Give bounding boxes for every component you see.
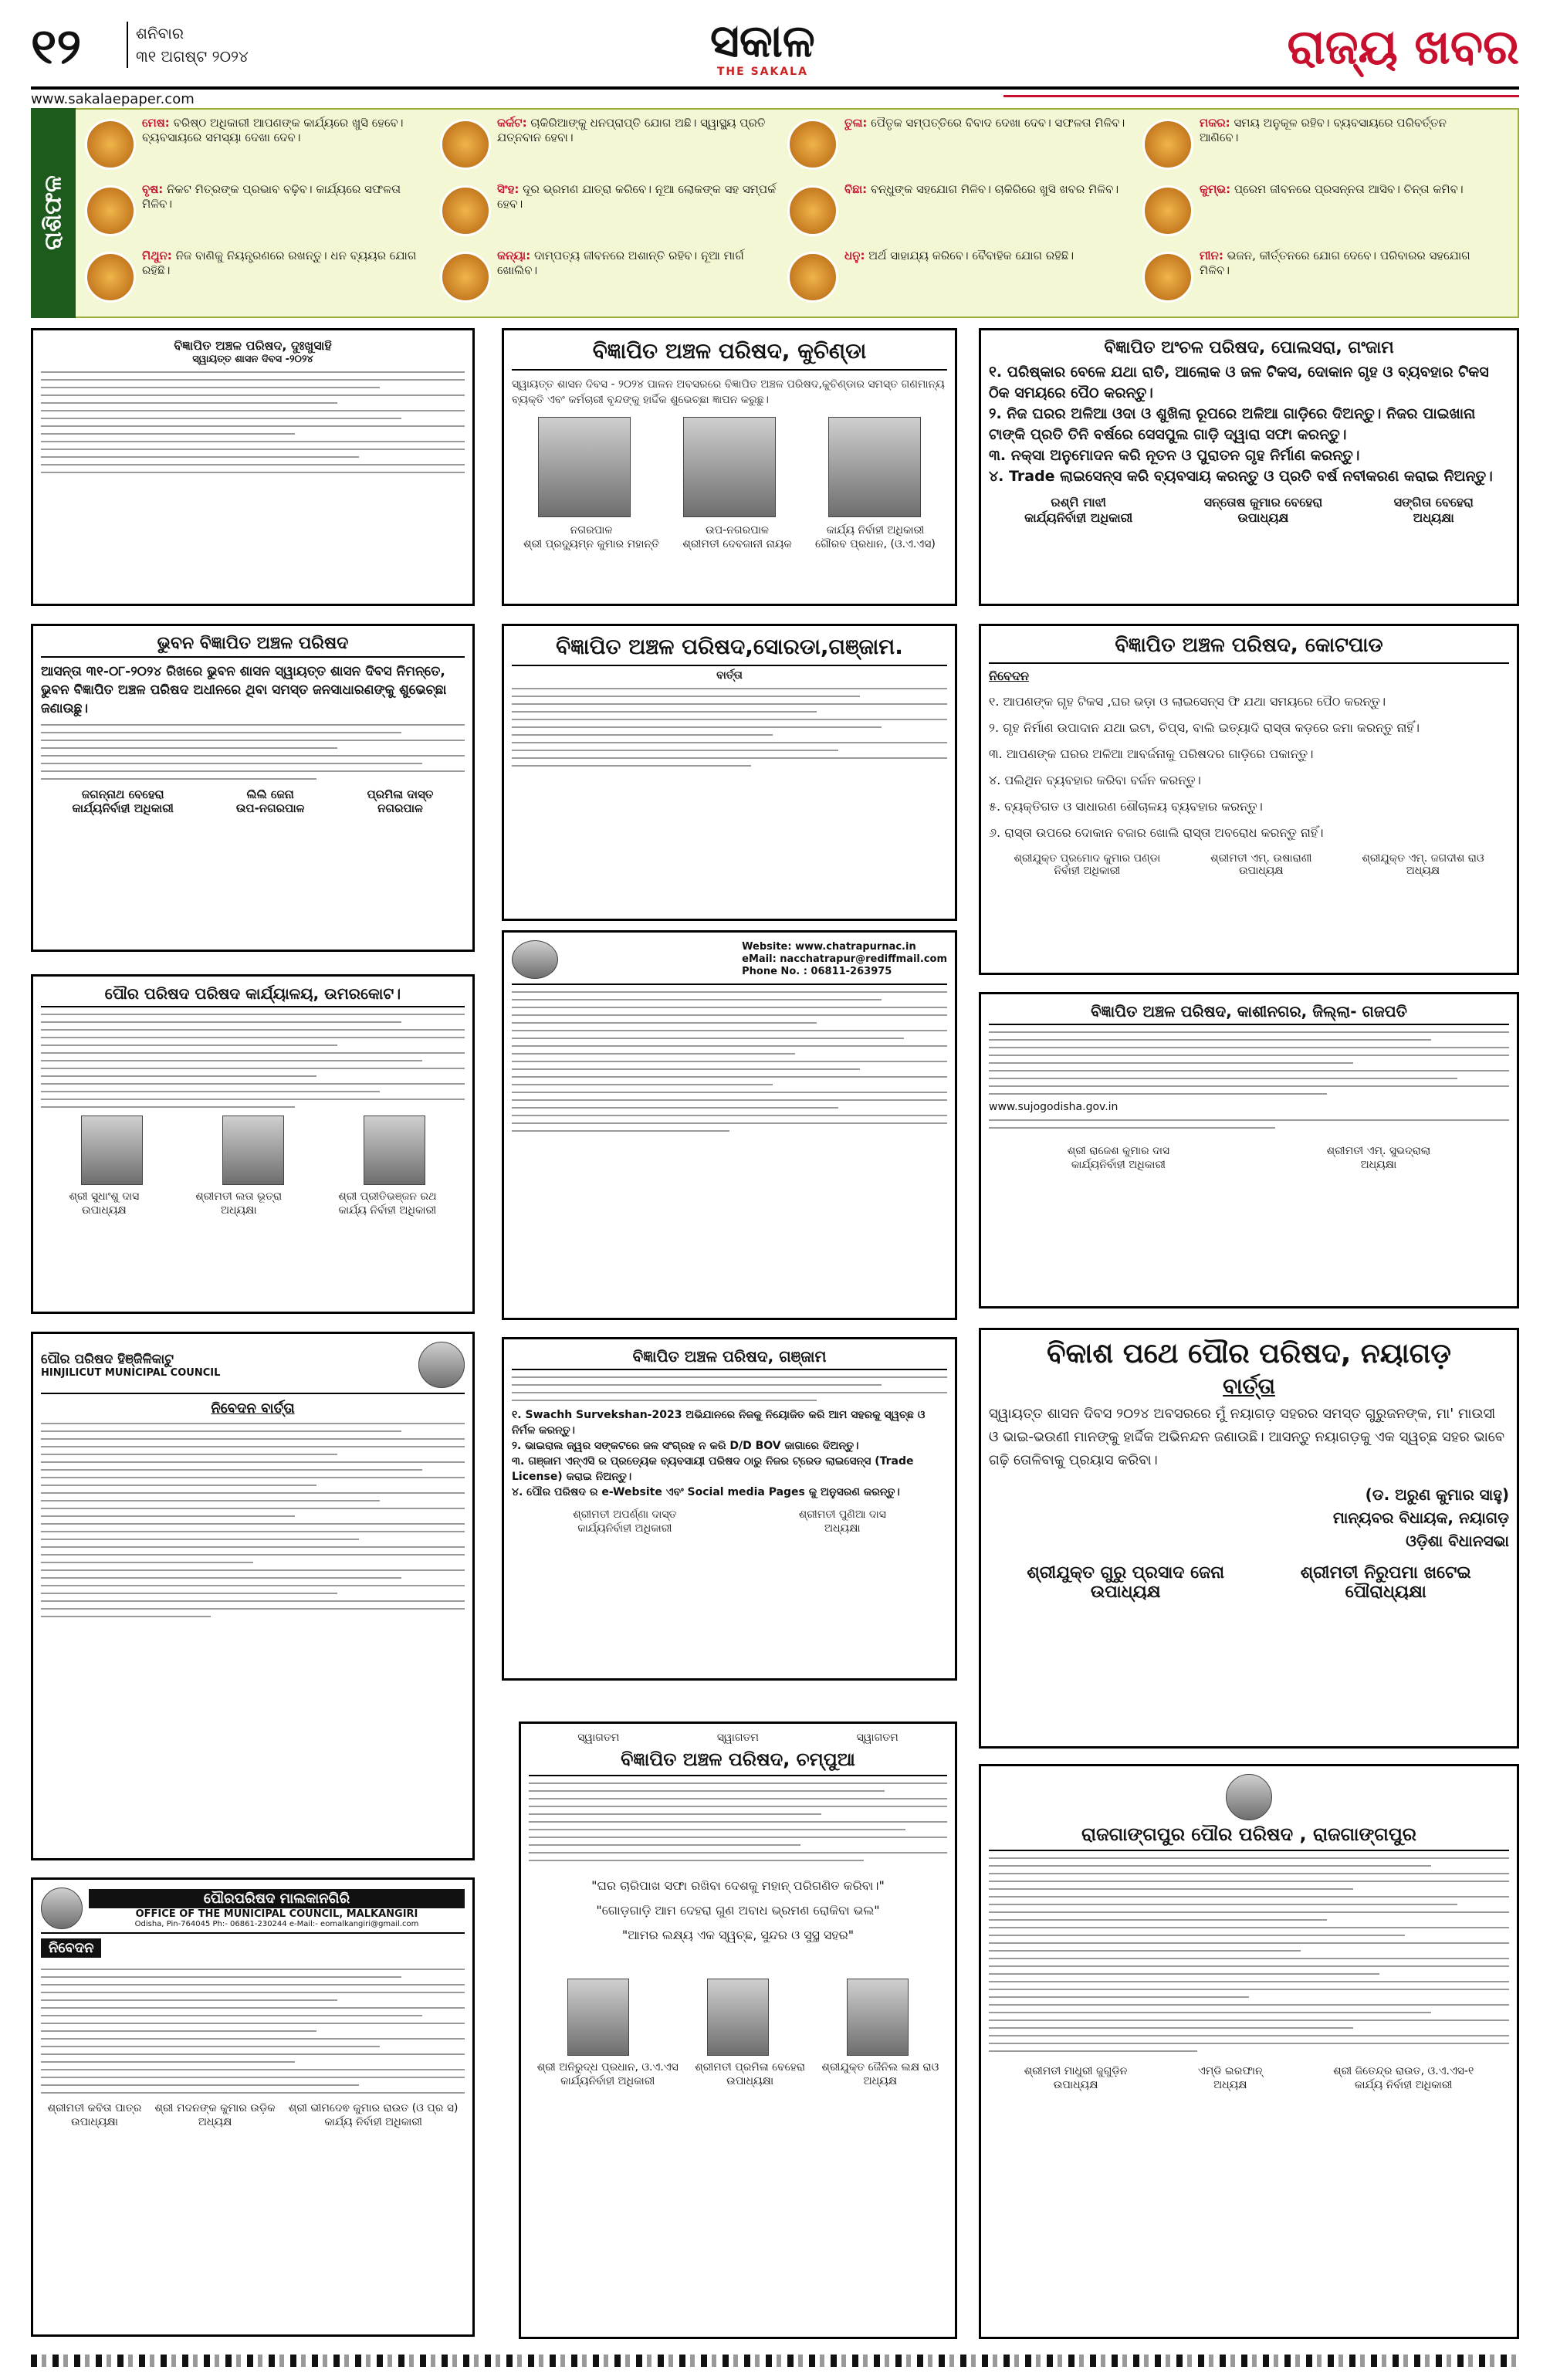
zodiac-name: ଧନୁ: [844,249,865,262]
signatory-3: ଶ୍ରୀଯୁକ୍ତ ଏମ୍. ଜଗଦୀଶ ରାଓ ଅଧ୍ୟକ୍ଷ [1362,852,1484,877]
ad-kotpad [979,624,1519,975]
ad-kashinagar [979,992,1519,1308]
signatory-1: ଶ୍ରୀମତୀ ମାଧୁରୀ ଜୁଗୁଡ଼ିନ ଉପାଧ୍ୟକ୍ଷ [1024,2065,1128,2091]
ad-website[interactable]: www.sujogodisha.gov.in [989,1101,1119,1113]
zodiac-text: ଦୂର ଭ୍ରମଣ ଯାତ୍ରା କରିବେ। ନୂଆ ଲୋକଙ୍କ ସହ ସମ୍ପର୍କ ହେବ। [497,182,777,211]
signatory-2: ଶ୍ରୀମତୀ ଲତା ଭୂତ୍ରା ଅଧ୍ୟକ୍ଷା [195,1190,283,1217]
signatory-2: ଶ୍ରୀମତୀ ପ୍ରମିଳା ବେହେରା ଉପାଧ୍ୟକ୍ଷା [695,2061,805,2087]
municipal-logo-icon [418,1342,465,1388]
signatory-3: ପ୍ରମିଳା ଦାସ୍ତ ନଗରପାଳ [367,787,434,815]
photo-executive-officer [567,1979,629,2056]
zodiac-sign-icon [85,185,136,236]
horoscope-item [85,116,425,178]
ad-body-text [512,688,947,767]
ad-body-text [512,991,947,1132]
ad-title: ବିଜ୍ଞାପିତ ଅଞ୍ଚଳ ପରିଷଦ, କୋଟପାଡ [989,634,1509,664]
horoscope-item [787,249,1127,310]
horoscope-item [1142,249,1482,310]
zodiac-text: ନିଜ ବାଣିକୁ ନିୟନ୍ତ୍ରଣରେ ରଖନ୍ତୁ। ଧନ ବ୍ୟୟର ଯୋଗ ରହିଛି। [142,249,417,277]
photo-vice-chairperson [707,1979,769,2056]
zodiac-text: ସମୟ ଅନୁକୂଳ ରହିବ। ବ୍ୟବସାୟରେ ପରିବର୍ତ୍ତନ ଆଣିବେ। [1200,116,1447,144]
ad-title: ବିଜ୍ଞାପିତ ଅଞ୍ଚଳ ପରିଷଦ, ଦୁଃଖୁସାହି [174,338,332,353]
ad-body-text [41,1423,465,1617]
zodiac-sign-icon [85,119,136,170]
ad-body-text [41,1014,465,1108]
horoscope-item [787,182,1127,244]
ad-kuchinda [502,328,957,606]
ad-title: ବିଜ୍ଞାପିତ ଅଞ୍ଚଳ ପରିଷଦ,ସୋରଡା,ଗଞ୍ଜାମ. [512,634,947,666]
zodiac-text: ବରିଷ୍ଠ ଅଧିକାରୀ ଆପଣଙ୍କ କାର୍ଯ୍ୟରେ ଖୁସି ହେବେ। ବ୍ୟବସାୟରେ ସମସ୍ୟା ଦେଖା ଦେବ। [142,116,404,144]
horoscope-item [787,116,1127,178]
ad-list [41,724,465,780]
masthead [31,15,1519,90]
ad-body-text [512,1376,947,1401]
zodiac-text: ବନ୍ଧୁଙ୍କ ସହଯୋଗ ମିଳିବ। ଚାକିରିରେ ଖୁସି ଖବର ମିଳିବ। [870,182,1119,196]
ad-body: ସ୍ୱାୟତ୍ତ ଶାସନ ଦିବସ ୨୦୨୪ ଅବସରରେ ମୁଁ ନୟାଗଡ଼ ସହରର ସମସ୍ତ ଗୁରୁଜନଙ୍କ, ମା' ମାଉସୀ ଓ ଭାଇ-ଭଉଣୀ ମାନଙ୍କୁ ହାର୍ଦ୍ଦିକ ଅଭିନନ୍ଦନ ଜଣାଉଛି। ଆସନ୍ତୁ ନୟାଗଡ଼କୁ ଏକ ସ୍ୱଚ୍ଛ ସହର ଭାବେ ଗଢ଼ି ତୋଳିବାକୁ ପ୍ରୟାସ କରିବା। [989,1406,1505,1468]
ad-body: ଆସନ୍ତା ୩୧-୦୮-୨୦୨୪ ରିଖରେ ଭୁବନ ଶାସନ ସ୍ୱାୟତ୍ତ ଶାସନ ଦିବସ ନିମନ୍ତେ, ଭୁବନ ବିଜ୍ଞାପିତ ଅଞ୍ଚଳ ପରିଷଦ ଅଧୀନରେ ଥିବା ସମସ୍ତ ଜନସାଧାରଣଙ୍କୁ ଶୁଭେଚ୍ଛା ଜଣାଉଛୁ। [41,664,447,716]
signatory-2: ଶ୍ରୀମତୀ ଏମ୍. ଉଷାରାଣୀ ଉପାଧ୍ୟକ୍ଷ [1210,852,1312,877]
dateline [127,22,249,68]
zodiac-text: ପ୍ରେମ ଜୀବନରେ ପ୍ରସନ୍ନତା ଆସିବ। ଚିନ୍ତା କମିବ। [1234,182,1464,196]
zodiac-name: ତୁଳା: [844,116,868,130]
page-number: ୧୨ [31,19,82,76]
zodiac-name: କୁମ୍ଭ: [1200,182,1231,196]
signatory-2: ଶ୍ରୀମତୀ ଏମ୍. ସୁଭଦ୍ରାଲା ଅଧ୍ୟକ୍ଷା [1326,1145,1431,1171]
municipal-logo-icon [41,1887,83,1929]
photo-executive-officer [364,1116,425,1185]
zodiac-sign-icon [787,185,838,236]
horoscope-item [440,182,780,244]
ad-chhamua [519,1722,957,2339]
signatory-3: ଶ୍ରୀ ପ୍ରୀତିଭଞ୍ଜନ ରଥ କାର୍ଯ୍ୟ ନିର୍ବାହୀ ଅଧିକାରୀ [338,1190,437,1217]
ad-rajgangpur [979,1764,1519,2339]
ad-subtitle: ନିବେଦନ ବାର୍ତ୍ତା [211,1400,295,1417]
signatory-1: ଶ୍ରୀ ସୁଧାଂଶୁ ଦାସ ଉପାଧ୍ୟକ୍ଷ [69,1190,140,1217]
ad-title: ଭୁବନ ବିଜ୍ଞାପିତ ଅଞ୍ଚଳ ପରିଷଦ [41,634,465,658]
zodiac-sign-icon [440,119,491,170]
zodiac-text: ଭଜନ, କୀର୍ତ୍ତନରେ ଯୋଗ ଦେବେ। ପରିବାରର ସହଯୋଗ ମିଳିବ। [1200,249,1470,277]
horoscope-item [1142,116,1482,178]
ad-list: ୧. ପରିଷ୍କାର ବେଳେ ଯଥା ରାତି, ଆଲୋକ ଓ ଜଳ ଟିକସ, ଦୋକାନ ଗୃହ ଓ ବ୍ୟବହାର ଟିକସ ଠିକ ସମୟରେ ପୈଠ କରନ୍ତୁ। ୨. ନିଜ ଘରର ଅଳିଆ ଓଦା ଓ ଶୁଖିଲା ରୂପରେ ଅଳିଆ ଗାଡ଼ିରେ ଦିଅନ୍ତୁ। ନିଜର ପାଇଖାନା ଟାଙ୍କି ପ୍ରତି ତିନି ବର୍ଷରେ ସେସପୁଲ ଗାଡ଼ି ଦ୍ୱାରା ସଫା କରନ୍ତୁ। ୩. ନକ୍ସା ଅନୁମୋଦନ କରି ନୂତନ ଓ ପୁରାତନ ଗୃହ ନିର୍ମାଣ କରନ୍ତୁ। ୪. Trade ଲାଇସେନ୍ସ କରି ବ୍ୟବସାୟ କରନ୍ତୁ ଓ ପ୍ରତି ବର୍ଷ ନବୀକରଣ କରାଇ ନିଅନ୍ତୁ। [989,364,1493,485]
zodiac-name: ସିଂହ: [497,182,519,196]
ad-title: ବିଜ୍ଞାପିତ ଅଞ୍ଚଳ ପରିଷଦ, ଚମ୍ପୁଆ [529,1744,947,1776]
color-registration-strip [31,2355,1519,2367]
zodiac-text: ଅର୍ଥ ସାହାଯ୍ୟ କରିବେ। ବୈବାହିକ ଯୋଗ ରହିଛି। [868,249,1075,262]
ad-chatrapur [502,930,957,1320]
ad-body-text [529,1782,947,1861]
ad-title: ରାଜଗାଙ୍ଗପୁର ପୌର ପରିଷଦ , ରାଜଗାଙ୍ଗପୁର [989,1823,1509,1851]
horoscope-item [440,249,780,310]
zodiac-text: ପୈତୃକ ସମ୍ପତ୍ତିରେ ବିବାଦ ଦେଖା ଦେବ। ସଫଳତା ମିଳିବ। [871,116,1125,130]
zodiac-sign-icon [1142,119,1193,170]
zodiac-sign-icon [440,252,491,303]
newspaper-logo [710,15,815,77]
ad-body-text [989,1857,1509,2052]
ad-contact: Odisha, Pin-764045 Ph:- 06861-230244 e-Mail:- eomalkangiri@gmail.com [134,1919,419,1928]
zodiac-name: ବୃଷ: [142,182,164,196]
zodiac-name: ମିଥୁନ: [142,249,172,262]
ad-body-text [41,371,465,473]
zodiac-sign-icon [85,252,136,303]
slogans: "ଘର ଚାରିପାଖ ସଫା ରଖିବା ଦେଶକୁ ମହାନ୍ ପରିଗଣିତ କରିବା।" "ଗୋଡ଼ଗାଡ଼ି ଆମ ଦେହରା ଗୁଣ ଅବାଧ ଭ୍ରମଣ ରୋକିବା ଭଲ" "ଆମର ଲକ୍ଷ୍ୟ ଏକ ସ୍ୱଚ୍ଛ, ସୁନ୍ଦର ଓ ସୁସ୍ଥ ସହର" [591,1878,885,1942]
signatory-1: ଶ୍ରୀ ଅନିରୁଦ୍ଧ ପ୍ରଧାନ, ଓ.ଏ.ଏସ କାର୍ଯ୍ୟନିର୍ବାହୀ ଅଧିକାରୀ [536,2061,679,2087]
ad-umerkote [31,974,475,1314]
ad-website[interactable]: Website: www.chatrapurnac.in [742,941,916,953]
photo-vice-chairman [683,417,776,517]
ad-subtitle: ନିବେଦନ [989,669,1029,683]
ad-malkangiri [31,1877,475,2337]
ad-hinjilicut [31,1332,475,1860]
ad-email[interactable]: eMail: nacchatrapur@rediffmail.com [742,953,947,965]
signatory-2: ଏମ୍ଡି ଇରଫାନ୍ ଅଧ୍ୟକ୍ଷ [1197,2065,1263,2091]
ad-list: ୧. ଆପଣଙ୍କ ଗୃହ ଟିକସ ,ଘର ଭଡ଼ା ଓ ଲାଇସେନ୍ସ ଫି ଯଥା ସମୟରେ ପୈଠ କରନ୍ତୁ। ୨. ଗୃହ ନିର୍ମାଣ ଉପାଦାନ ଯଥା ଇଟା, ଚିପ୍ସ, ବାଲି ଇତ୍ୟାଦି ରାସ୍ତା କଡ଼ରେ ଜମା କରନ୍ତୁ ନାହିଁ। ୩. ଆପଣଙ୍କ ଘରର ଅଳିଆ ଆବର୍ଜନାକୁ ପରିଷଦର ଗାଡ଼ିରେ ପକାନ୍ତୁ। ୪. ପଲିଥିନ ବ୍ୟବହାର କରିବା ବର୍ଜନ କରନ୍ତୁ। ୫. ବ୍ୟକ୍ତିଗତ ଓ ସାଧାରଣ ଶୌଚାଳୟ ବ୍ୟବହାର କରନ୍ତୁ। ୬. ରାସ୍ତା ଉପରେ ଦୋକାନ ବଜାର ଖୋଲି ରାସ୍ତା ଅବରୋଧ କରନ୍ତୁ ନାହିଁ। [989,694,1420,840]
signatory-1: ଶ୍ରୀଯୁକ୍ତ ପ୍ରମୋଦ କୁମାର ପଣ୍ଡା ନିର୍ବାହୀ ଅଧିକାରୀ [1014,852,1161,877]
zodiac-name: ମେଷ: [142,116,170,130]
photo-chairperson [222,1116,284,1185]
zodiac-sign-icon [787,119,838,170]
welcome-row: ସ୍ୱାଗତମ ସ୍ୱାଗତମ ସ୍ୱାଗତମ [577,1732,899,1744]
zodiac-sign-icon [440,185,491,236]
zodiac-text: ଚାକିରିଆଙ୍କୁ ଧନପ୍ରାପ୍ତି ଯୋଗ ଅଛି। ସ୍ୱାସ୍ଥ୍ୟ ପ୍ରତି ଯତ୍ନବାନ ହେବା। [497,116,766,144]
signatory-1: ଶ୍ରୀମତୀ କବିତା ପାତ୍ର ଉପାଧ୍ୟକ୍ଷା [47,2102,142,2128]
ad-body: ସ୍ୱାୟତ୍ତ ଶାସନ ଦିବସ - ୨୦୨୪ ପାଳନ ଅବସରରେ ବିଜ୍ଞାପିତ ଅଞ୍ଚଳ ପରିଷଦ,କୁଚିଣ୍ଡାର ସମସ୍ତ ଗଣମାନ୍ୟ ବ୍ୟକ୍ତି ଏବଂ କର୍ମଚାରୀ ବୃନ୍ଦଙ୍କୁ ହାର୍ଦ୍ଦିକ ଶୁଭେଚ୍ଛା ଜ୍ଞାପନ କରୁଛୁ। [512,378,945,406]
horoscope-item [85,182,425,244]
ad-title: ବିଜ୍ଞାପିତ ଅଂଚଳ ପରିଷଦ, ପୋଲସରା, ଗଂଜାମ [1104,338,1394,357]
signatory-3: ଶ୍ରୀଯୁକ୍ତ ଜୈନିଲ ଲକ୍ଷ ରାଓ ଅଧ୍ୟକ୍ଷ [821,2061,939,2087]
ad-title: ବିଜ୍ଞାପିତ ଅଞ୍ଚଳ ପରିଷଦ, କାଶୀନଗର, ଜିଲ୍ଲା- ଗଜପତି [989,1002,1509,1025]
ad-dhumusahi [31,328,475,606]
signatory-2: ସନ୍ତୋଷ କୁମାର ବେହେରା ଉପାଧ୍ୟକ୍ଷ [1203,495,1323,525]
signatory-2: ଲିଲି ଜେନା ଉପ-ନଗରପାଳ [235,787,305,815]
logo-text: ସକାଳ [710,15,815,67]
ad-bhuban [31,624,475,952]
signatory-2: ଶ୍ରୀମତୀ ନିରୁପମା ଖଟେଇ ପୌରାଧ୍ୟକ୍ଷା [1300,1563,1471,1602]
signatory-1: ଜଗନ୍ନାଥ ବେହେରା କାର୍ଯ୍ୟନିର୍ବାହୀ ଅଧିକାରୀ [72,787,174,815]
zodiac-sign-icon [787,252,838,303]
ad-nayagarh [979,1328,1519,1749]
logo-sub: THE SAKALA [716,66,808,78]
emblem-icon [512,940,558,979]
municipal-logo-icon [1226,1774,1272,1820]
ad-title-en: HINJILICUT MUNICIPAL COUNCIL [41,1366,221,1379]
mla-block: (ଡ. ଅରୁଣ କୁମାର ସାହୁ) ମାନ୍ୟବର ବିଧାୟକ, ନୟାଗଡ଼ ଓଡ଼ିଶା ବିଧାନସଭା [1332,1485,1509,1550]
horoscope-tab: ରାଶିଫଳ [31,108,76,318]
photo-vice-chairman [81,1116,143,1185]
ad-polsara [979,328,1519,606]
epaper-url[interactable]: www.sakalaepaper.com [31,91,195,107]
zodiac-name: କର୍କଟ: [497,116,527,130]
photo-executive-officer [828,417,921,517]
signatory-1: ଶ୍ରୀଯୁକ୍ତ ଗୁରୁ ପ୍ରସାଦ ଜେନା ଉପାଧ୍ୟକ୍ଷ [1027,1563,1225,1602]
signatory-2: ଶ୍ରୀମତୀ ପୁଣିଆ ଦାସ ଅଧ୍ୟକ୍ଷା [798,1508,886,1535]
ad-phone: Phone No. : 06811-263975 [742,966,892,977]
signatory-1: ଶ୍ରୀ ରାଜେଶ କୁମାର ଦାସ କାର୍ଯ୍ୟନିର୍ବାହୀ ଅଧିକାରୀ [1067,1145,1170,1171]
ad-sorada [502,624,957,921]
signatory-1: ନଗରପାଳ ଶ୍ରୀ ପ୍ରଦ୍ୟୁମ୍ନ କୁମାର ମହାନ୍ତି [523,524,660,550]
signatory-2: ଉପ-ନଗରପାଳ ଶ୍ରୀମତୀ ଦେବଜାନୀ ନାୟକ [682,524,792,550]
ad-subtitle: ସ୍ୱାୟତ୍ତ ଶାସନ ଦିବସ -୨୦୨୪ [192,354,313,365]
zodiac-name: କନ୍ୟା: [497,249,531,262]
zodiac-sign-icon [1142,252,1193,303]
ad-title: ବିକାଶ ପଥେ ପୌର ପରିଷଦ, ନୟାଗଡ଼ [1047,1338,1451,1369]
ad-title-en: OFFICE OF THE MUNICIPAL COUNCIL, MALKANGIRI [135,1908,418,1920]
horoscope-item [440,116,780,178]
zodiac-text: ନିକଟ ମିତ୍ରଙ୍କ ପ୍ରଭାବ ବଢ଼ିବ। କାର୍ଯ୍ୟରେ ସଫଳତା ମିଳିବ। [142,182,401,211]
signatory-3: ଶ୍ରୀ ଭୀମଦେଵ କୁମାର ରାଉତ (ଓ ପ୍ର ସ) କାର୍ଯ୍ୟ ନିର୍ବାହୀ ଅଧିକାରୀ [288,2102,459,2128]
section-title: ରାଜ୍ୟ ଖବର [1287,19,1519,75]
ad-title: ବିଜ୍ଞାପିତ ଅଞ୍ଚଳ ପରିଷଦ, ଗଞ୍ଜାମ [512,1347,947,1370]
zodiac-sign-icon [1142,185,1193,236]
ad-ganjam [502,1337,957,1681]
zodiac-name: ବିଛା: [844,182,868,196]
ad-subtitle: ବାର୍ତ୍ତା [716,669,743,682]
signatory-1: ରଶ୍ମି ମାଝୀ କାର୍ଯ୍ୟନିର୍ବାହୀ ଅଧିକାରୀ [1024,495,1133,525]
day: ଶନିବାର [136,24,184,42]
header-rule [1003,95,1519,97]
ad-title: ପୌରପରିଷଦ ମାଲକାନଗିରି [89,1889,465,1908]
ad-title: ପୌର ପରିଷଦ ପରିଷଦ କାର୍ଯ୍ୟାଳୟ, ଉମରକୋଟ। [41,984,465,1007]
signatory-3: କାର୍ଯ୍ୟ ନିର୍ବାହୀ ଅଧିକାରୀ ଗୌରବ ପ୍ରଧାନ, (ଓ.ଏ.ଏସ) [815,524,936,550]
photo-chairman [847,1979,909,2056]
signatory-3: ଶ୍ରୀ ଜିତେନ୍ଦ୍ର ରାଉତ, ଓ.ଏ.ଏସ-୧ କାର୍ଯ୍ୟ ନିର୍ବାହୀ ଅଧିକାରୀ [1333,2065,1474,2091]
date: ୩୧ ଅଗଷ୍ଟ ୨୦୨୪ [136,47,249,66]
ad-body-text [989,1031,1509,1095]
signatory-3: ସଙ୍ଗିତା ବେହେରା ଅଧ୍ୟକ୍ଷା [1393,495,1474,525]
ad-body-text [41,1969,465,2094]
photo-chairman [538,417,631,517]
horoscope-item [85,249,425,310]
zodiac-name: ମୀନ: [1200,249,1223,262]
ad-title: ପୌର ପରିଷଦ ହିଞ୍ଜିଳିକାଟୁ [41,1351,174,1367]
ad-list: ୧. Swachh Survekshan-2023 ଅଭିଯାନରେ ନିଜକୁ ନିୟୋଜିତ କରି ଆମ ସହରକୁ ସ୍ୱଚ୍ଛ ଓ ନିର୍ମଳ କରନ୍ତୁ। ୨. ଭାଇରାଲ ଜ୍ୱର ସଙ୍କଟରେ ଜଳ ସଂଗ୍ରହ ନ କରି D/D BOV ଜାଗାରେ ଦିଅନ୍ତୁ। ୩. ଗଞ୍ଜାମ ଏନ୍‌ଏସି ର ପ୍ରତ୍ୟେକ ବ୍ୟବସାୟୀ ପରିଷଦ ଠାରୁ ନିଜର ଟ୍ରେଡ ଲାଇସେନ୍ସ (Trade License) କରାଇ ନିଅନ୍ତୁ। ୪. ପୌର ପରିଷଦ ର e-Website ଏବଂ Social media Pages କୁ ଅନୁସରଣ କରନ୍ତୁ। [512,1409,926,1498]
zodiac-name: ମକର: [1200,116,1230,130]
ad-subtitle: ନିବେଦନ [41,1938,101,1958]
ad-subtitle: ବାର୍ତ୍ତା [1223,1373,1275,1399]
signatory-2: ଶ୍ରୀ ମଦନଙ୍କ କୁମାର ଉଡ଼ିକ ଅଧ୍ୟକ୍ଷ [154,2102,276,2128]
signatory-1: ଶ୍ରୀମତୀ ଅପର୍ଣ୍ଣା ଦାସ୍ତ କାର୍ଯ୍ୟନିର୍ବାହୀ ଅଧିକାରୀ [573,1508,677,1535]
zodiac-text: ଦାମ୍ପତ୍ୟ ଜୀବନରେ ଅଶାନ୍ତି ରହିବ। ନୂଆ ମାର୍ଗ ଖୋଲିବ। [497,249,744,277]
horoscope-item [1142,182,1482,244]
ad-title: ବିଜ୍ଞାପିତ ଅଞ୍ଚଳ ପରିଷଦ, କୁଚିଣ୍ଡା [512,338,947,371]
